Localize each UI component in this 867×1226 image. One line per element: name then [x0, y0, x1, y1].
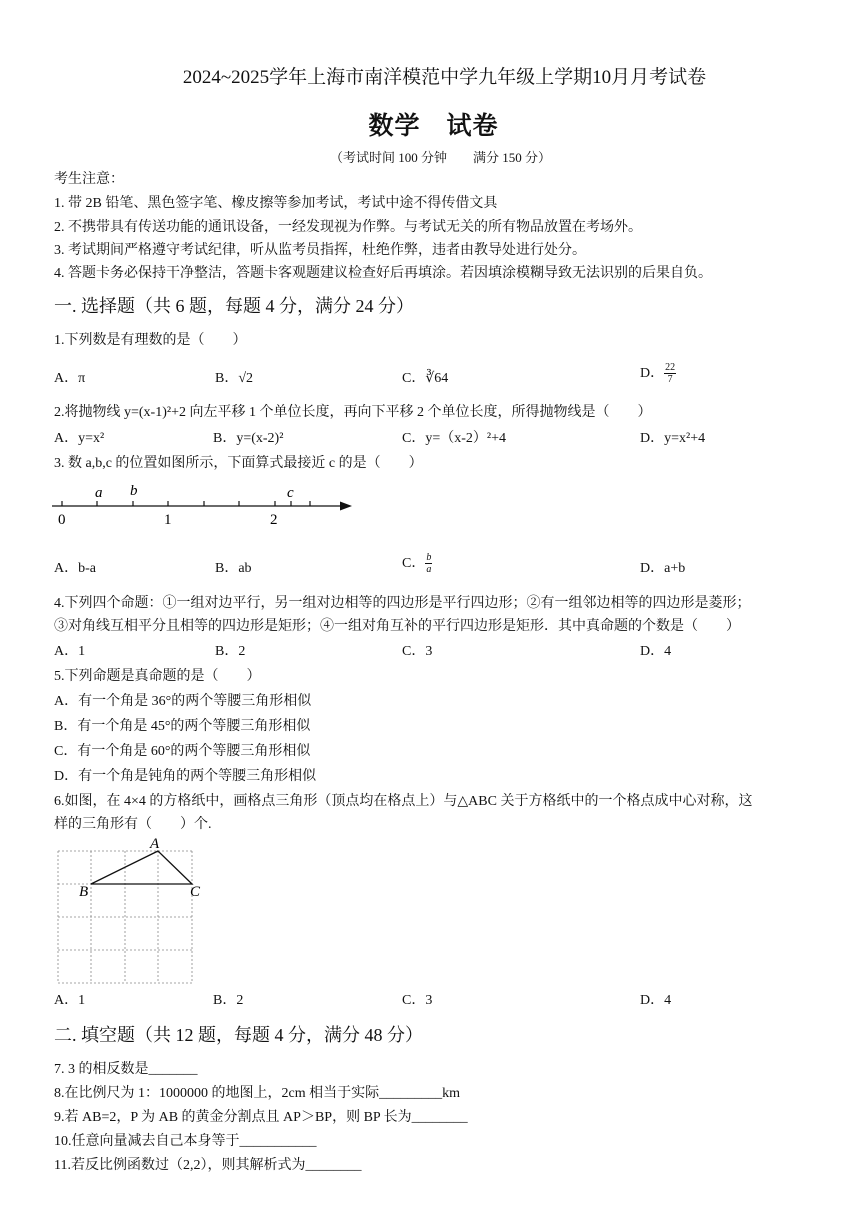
option-label: B． [215, 371, 239, 386]
subject-title: 数学 试卷 [368, 113, 499, 140]
fill-question: 8.在比例尺为 1：1000000 的地图上，2cm 相当于实际_________km [54, 1086, 460, 1101]
notice-heading: 考生注意： [54, 172, 124, 187]
exam-info: （考试时间 100 分钟 满分 150 分） [329, 150, 551, 165]
section-title: 二. 填空题（共 12 题，每题 4 分，满分 48 分） [54, 1025, 423, 1045]
question-stem-line1: 4.下列四个命题：①一组对边平行，另一组对边相等的四边形是平行四边形；②有一组邻边相等的四边形是菱形； [54, 596, 751, 611]
option-d: D．4 [640, 993, 672, 1008]
tick-label-0: 0 [58, 512, 66, 528]
option-c [402, 552, 432, 575]
question-stem-line2: 样的三角形有（ ）个. [54, 817, 212, 832]
exam-title: 2024~2025学年上海市南洋模范中学九年级上学期10月月考试卷 [182, 67, 707, 88]
vertex-label-c: C [190, 884, 201, 900]
option-b: B．2 [213, 993, 244, 1008]
option-label: D． [640, 366, 665, 381]
option-d: D．y=x²+4 [640, 431, 706, 446]
fill-question: 11.若反比例函数过（2,2），则其解析式为________ [54, 1158, 362, 1173]
grid-lines [58, 851, 192, 983]
grid-triangle-figure [50, 834, 210, 984]
question-stem: 3. 数 a,b,c 的位置如图所示，下面算式最接近 c 的是（ ） [54, 456, 423, 471]
question-stem: 5.下列命题是真命题的是（ ） [54, 669, 261, 684]
option-c [402, 367, 448, 387]
option-b: B．2 [215, 644, 246, 659]
fraction [425, 552, 432, 575]
option-b: B．有一个角是 45°的两个等腰三角形相似 [54, 719, 311, 734]
option-d [640, 362, 676, 385]
section-title: 一. 选择题（共 6 题，每题 4 分，满分 24 分） [54, 296, 414, 316]
option-a: A．y=x² [54, 431, 105, 446]
tick-label-2: 2 [270, 512, 278, 528]
number-line-figure [50, 476, 360, 528]
notice-item: 4. 答题卡务必保持干净整洁，答题卡客观题建议检查好后再填涂。若因填涂模糊导致无法识别的后果自负。 [54, 266, 712, 281]
fill-question: 10.任意向量减去自己本身等于___________ [54, 1134, 317, 1149]
option-c: C．3 [402, 644, 433, 659]
option-label: C． [402, 556, 426, 571]
fraction-denominator: 7 [667, 374, 673, 386]
arrow-head-icon [340, 502, 352, 511]
option-c: C．有一个角是 60°的两个等腰三角形相似 [54, 744, 311, 759]
option-d: D．有一个角是钝角的两个等腰三角形相似 [54, 769, 317, 784]
fill-question: 9.若 AB=2，P 为 AB 的黄金分割点且 AP＞BP，则 BP 长为________ [54, 1110, 468, 1125]
vertex-label-a: A [150, 836, 160, 852]
triangle-abc [91, 851, 192, 884]
option-label: C． [402, 371, 426, 386]
math-expression: √2 [238, 371, 254, 386]
question-stem: 2.将抛物线 y=(x-1)²+2 向左平移 1 个单位长度，再向下平移 2 个单位长度，所得抛物线是（ ） [54, 405, 652, 420]
fraction [664, 362, 676, 385]
question-stem-line2: ③对角线互相平分且相等的四边形是矩形；④一组对角互补的平行四边形是矩形．其中真命题的个数是（ ） [54, 619, 740, 634]
point-label-a: a [95, 485, 103, 501]
math-expression: ∛64 [425, 371, 449, 386]
point-label-c: c [287, 485, 294, 501]
option-c: C．y=（x-2）²+4 [402, 431, 506, 446]
fill-question: 7. 3 的相反数是_______ [54, 1062, 198, 1077]
option-c: C．3 [402, 993, 433, 1008]
option-a: A．b-a [54, 561, 96, 576]
fraction-numerator: 22 [665, 362, 676, 374]
option-a: A．1 [54, 993, 86, 1008]
option-b: B．y=(x-2)² [213, 431, 284, 446]
notice-item: 1. 带 2B 铅笔、黑色签字笔、橡皮擦等参加考试，考试中途不得传借文具 [54, 196, 498, 211]
tick-label-1: 1 [164, 512, 172, 528]
point-label-b: b [130, 483, 138, 499]
question-stem-line1: 6.如图，在 4×4 的方格纸中，画格点三角形（顶点均在格点上）与△ABC 关于方格纸中的一个格点成中心对称，这 [54, 794, 753, 809]
vertex-label-b: B [79, 884, 89, 900]
option-a: A．有一个角是 36°的两个等腰三角形相似 [54, 694, 312, 709]
tick-marks [62, 501, 310, 506]
option-d: D．a+b [640, 561, 686, 576]
option-a: A．π [54, 371, 86, 386]
fraction-denominator: a [426, 564, 432, 576]
fraction-numerator: b [426, 552, 432, 564]
option-d: D．4 [640, 644, 672, 659]
option-a: A．1 [54, 644, 86, 659]
notice-item: 3. 考试期间严格遵守考试纪律，听从监考员指挥，杜绝作弊，违者由教导处进行处分。 [54, 243, 586, 258]
option-b [215, 367, 253, 387]
notice-item: 2. 不携带具有传送功能的通讯设备，一经发现视为作弊。与考试无关的所有物品放置在考场外。 [54, 220, 642, 235]
question-stem: 1.下列数是有理数的是（ ） [54, 333, 247, 348]
option-b: B．ab [215, 561, 252, 576]
